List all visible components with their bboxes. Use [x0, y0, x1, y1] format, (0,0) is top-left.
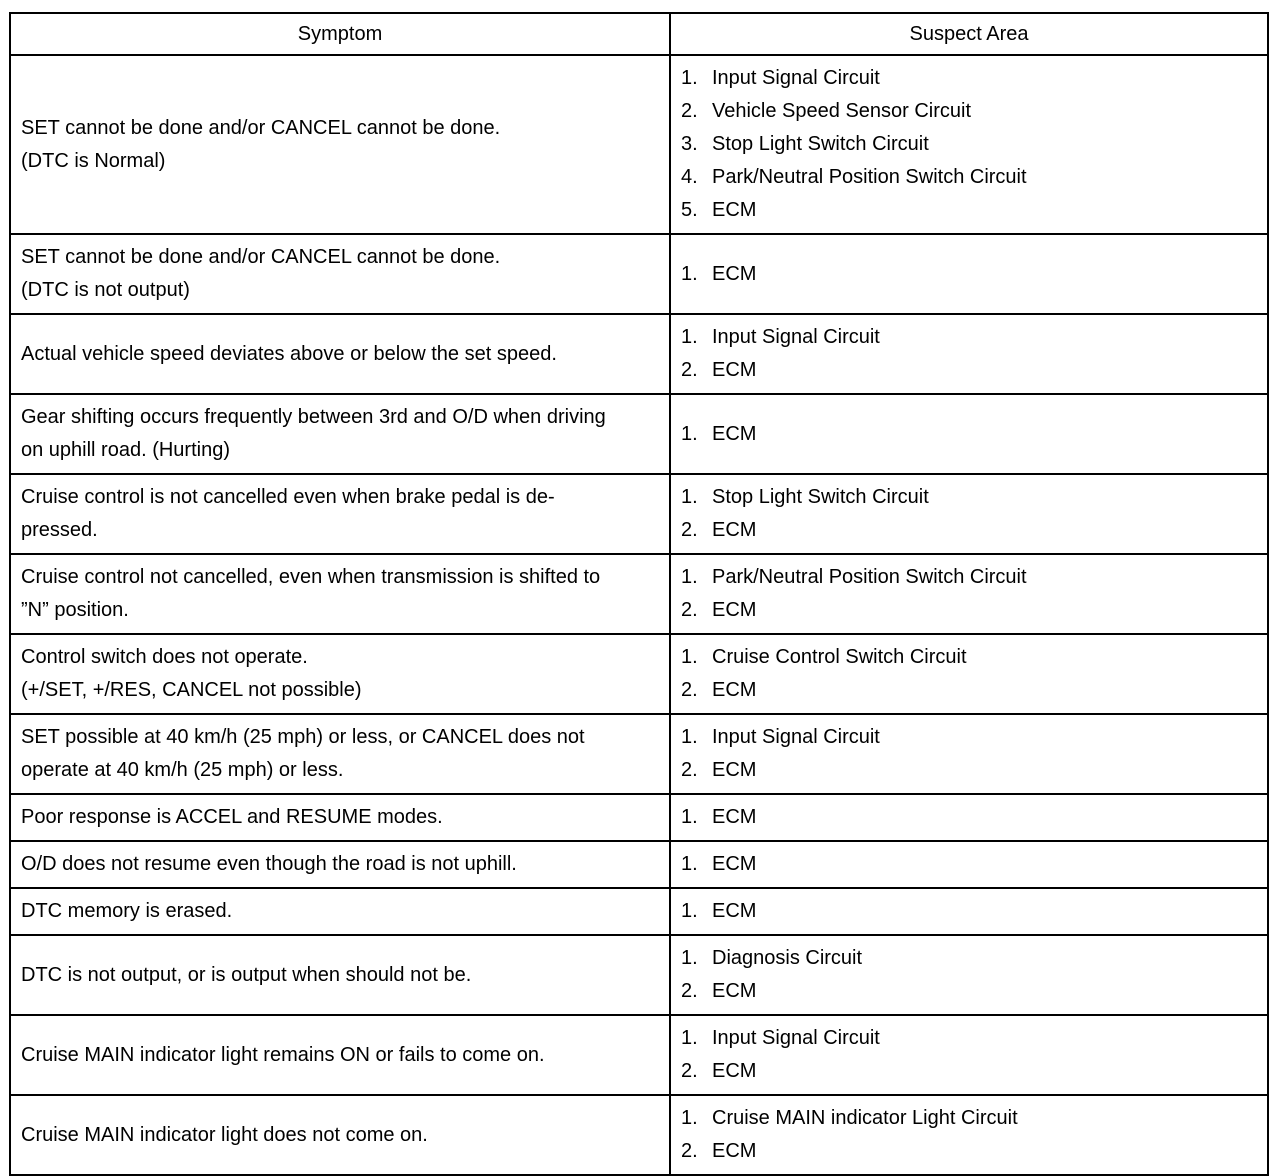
suspect-area-cell [670, 935, 1268, 1015]
suspect-area-item [681, 128, 1257, 161]
table-row [10, 935, 1268, 1015]
suspect-area-item [681, 594, 1257, 627]
suspect-area-item [681, 481, 1257, 514]
suspect-area-list [681, 258, 1257, 291]
suspect-item-label: ECM [712, 980, 757, 1002]
symptom-cell [10, 714, 670, 794]
suspect-item-number: 2. [681, 980, 698, 1002]
suspect-area-item [681, 801, 1257, 834]
suspect-item-label: ECM [712, 1060, 757, 1082]
suspect-item-number: 1. [681, 1107, 698, 1129]
suspect-area-cell [670, 634, 1268, 714]
suspect-area-list [681, 895, 1257, 928]
suspect-item-number: 1. [681, 566, 698, 588]
suspect-area-item [681, 1055, 1257, 1088]
table-body [10, 55, 1268, 1175]
suspect-item-label: ECM [712, 519, 757, 541]
suspect-item-label: ECM [712, 853, 757, 875]
suspect-area-cell [670, 394, 1268, 474]
suspect-item-number: 2. [681, 679, 698, 701]
suspect-area-cell [670, 841, 1268, 888]
suspect-area-list [681, 1102, 1257, 1168]
suspect-item-number: 2. [681, 519, 698, 541]
table-row [10, 794, 1268, 841]
suspect-item-number: 2. [681, 1060, 698, 1082]
table-row [10, 841, 1268, 888]
suspect-area-list [681, 848, 1257, 881]
suspect-area-cell [670, 1015, 1268, 1095]
suspect-item-label: Stop Light Switch Circuit [712, 133, 929, 155]
suspect-area-item [681, 418, 1257, 451]
suspect-item-label: Vehicle Speed Sensor Circuit [712, 100, 972, 122]
symptom-text: SET cannot be done and/or CANCEL cannot be done. (DTC is Normal) [21, 116, 501, 172]
suspect-item-number: 2. [681, 599, 698, 621]
suspect-area-item [681, 95, 1257, 128]
symptom-text: Cruise MAIN indicator light does not come on. [21, 1123, 428, 1146]
suspect-area-list [681, 1022, 1257, 1088]
symptom-cell [10, 234, 670, 314]
table-row [10, 714, 1268, 794]
table-row [10, 394, 1268, 474]
suspect-area-item [681, 321, 1257, 354]
symptom-text: SET possible at 40 km/h (25 mph) or less, or CANCEL does not operate at 40 km/h (25 mph) or less. [21, 726, 585, 781]
symptom-cell [10, 394, 670, 474]
suspect-area-cell [670, 554, 1268, 634]
symptom-cell [10, 794, 670, 841]
suspect-area-item [681, 942, 1257, 975]
suspect-area-cell [670, 794, 1268, 841]
suspect-area-item [681, 754, 1257, 787]
table-row [10, 474, 1268, 554]
table-row [10, 888, 1268, 935]
suspect-area-cell [670, 714, 1268, 794]
suspect-item-number: 1. [681, 486, 698, 508]
suspect-item-label: Input Signal Circuit [712, 726, 880, 748]
symptom-text: SET cannot be done and/or CANCEL cannot be done. (DTC is not output) [21, 246, 501, 301]
suspect-item-label: ECM [712, 806, 757, 828]
suspect-area-list [681, 942, 1257, 1008]
symptom-cell [10, 841, 670, 888]
symptom-cell [10, 634, 670, 714]
suspect-item-number: 1. [681, 853, 698, 875]
table-header-row [10, 13, 1268, 55]
suspect-item-number: 4. [681, 166, 698, 188]
table-row [10, 55, 1268, 234]
suspect-area-item [681, 258, 1257, 291]
suspect-area-item [681, 674, 1257, 707]
suspect-item-number: 3. [681, 133, 698, 155]
suspect-item-number: 2. [681, 759, 698, 781]
suspect-item-number: 5. [681, 199, 698, 221]
suspect-area-cell [670, 234, 1268, 314]
suspect-area-item [681, 848, 1257, 881]
symptom-cell [10, 888, 670, 935]
suspect-area-list [681, 641, 1257, 707]
symptom-text: Actual vehicle speed deviates above or below the set speed. [21, 342, 557, 365]
suspect-area-item [681, 194, 1257, 227]
suspect-area-item [681, 975, 1257, 1008]
symptom-cell [10, 474, 670, 554]
symptom-text: Cruise control is not cancelled even when brake pedal is de- pressed. [21, 486, 555, 541]
suspect-item-label: ECM [712, 900, 757, 922]
table-row [10, 554, 1268, 634]
suspect-area-item [681, 354, 1257, 387]
suspect-area-item [681, 161, 1257, 194]
suspect-item-number: 1. [681, 947, 698, 969]
suspect-area-item [681, 514, 1257, 547]
symptom-column-header: Symptom [10, 13, 670, 55]
suspect-area-cell [670, 474, 1268, 554]
suspect-area-cell [670, 314, 1268, 394]
symptom-text: O/D does not resume even though the road is not uphill. [21, 853, 517, 875]
suspect-area-list [681, 481, 1257, 547]
suspect-item-label: Cruise MAIN indicator Light Circuit [712, 1107, 1018, 1129]
table-row [10, 234, 1268, 314]
troubleshooting-table-container [9, 12, 1267, 1176]
suspect-item-number: 1. [681, 806, 698, 828]
suspect-item-number: 1. [681, 326, 698, 348]
symptom-text: Gear shifting occurs frequently between 3rd and O/D when driving on uphill road. (Hurting) [21, 406, 606, 461]
table-row [10, 314, 1268, 394]
suspect-item-number: 1. [681, 67, 698, 89]
table-row [10, 634, 1268, 714]
suspect-item-number: 1. [681, 1027, 698, 1049]
suspect-area-list [681, 801, 1257, 834]
suspect-item-label: Cruise Control Switch Circuit [712, 646, 967, 668]
suspect-area-cell [670, 1095, 1268, 1175]
symptom-suspect-table [9, 12, 1269, 1176]
suspect-item-label: ECM [712, 759, 757, 781]
symptom-cell [10, 1015, 670, 1095]
suspect-item-label: ECM [712, 199, 757, 221]
suspect-area-item [681, 561, 1257, 594]
table-row [10, 1015, 1268, 1095]
symptom-cell [10, 554, 670, 634]
suspect-item-label: ECM [712, 679, 757, 701]
suspect-item-label: Input Signal Circuit [712, 326, 880, 348]
suspect-area-item [681, 895, 1257, 928]
symptom-cell [10, 935, 670, 1015]
suspect-item-number: 2. [681, 100, 698, 122]
symptom-text: Control switch does not operate. (+/SET, +/RES, CANCEL not possible) [21, 646, 362, 701]
symptom-cell [10, 314, 670, 394]
symptom-text: Cruise control not cancelled, even when transmission is shifted to ”N” position. [21, 566, 601, 621]
suspect-item-label: ECM [712, 599, 757, 621]
suspect-item-label: Park/Neutral Position Switch Circuit [712, 566, 1027, 588]
symptom-text: DTC memory is erased. [21, 900, 233, 922]
suspect-item-number: 1. [681, 262, 698, 285]
suspect-item-label: ECM [712, 422, 757, 445]
suspect-area-list [681, 721, 1257, 787]
symptom-text: Cruise MAIN indicator light remains ON or fails to come on. [21, 1043, 545, 1066]
suspect-area-list [681, 321, 1257, 387]
suspect-item-label: Input Signal Circuit [712, 1027, 880, 1049]
suspect-area-cell [670, 888, 1268, 935]
suspect-area-item [681, 1102, 1257, 1135]
suspect-item-label: Diagnosis Circuit [712, 947, 863, 969]
suspect-area-column-header: Suspect Area [670, 13, 1268, 55]
suspect-item-number: 1. [681, 726, 698, 748]
suspect-area-list [681, 561, 1257, 627]
suspect-item-label: ECM [712, 1140, 757, 1162]
suspect-area-item [681, 1135, 1257, 1168]
symptom-text: DTC is not output, or is output when should not be. [21, 963, 472, 986]
suspect-area-item [681, 721, 1257, 754]
suspect-area-list [681, 418, 1257, 451]
suspect-item-label: Park/Neutral Position Switch Circuit [712, 166, 1027, 188]
symptom-cell [10, 1095, 670, 1175]
suspect-area-item [681, 1022, 1257, 1055]
suspect-item-number: 2. [681, 359, 698, 381]
symptom-text: Poor response is ACCEL and RESUME modes. [21, 806, 443, 828]
table-row [10, 1095, 1268, 1175]
suspect-item-number: 1. [681, 646, 698, 668]
suspect-item-number: 1. [681, 422, 698, 445]
suspect-item-label: ECM [712, 359, 757, 381]
suspect-item-number: 2. [681, 1140, 698, 1162]
suspect-area-list [681, 62, 1257, 227]
symptom-cell [10, 55, 670, 234]
suspect-area-cell [670, 55, 1268, 234]
suspect-item-label: Input Signal Circuit [712, 67, 880, 89]
suspect-item-label: ECM [712, 262, 757, 285]
suspect-item-label: Stop Light Switch Circuit [712, 486, 929, 508]
suspect-item-number: 1. [681, 900, 698, 922]
suspect-area-item [681, 641, 1257, 674]
suspect-area-item [681, 62, 1257, 95]
